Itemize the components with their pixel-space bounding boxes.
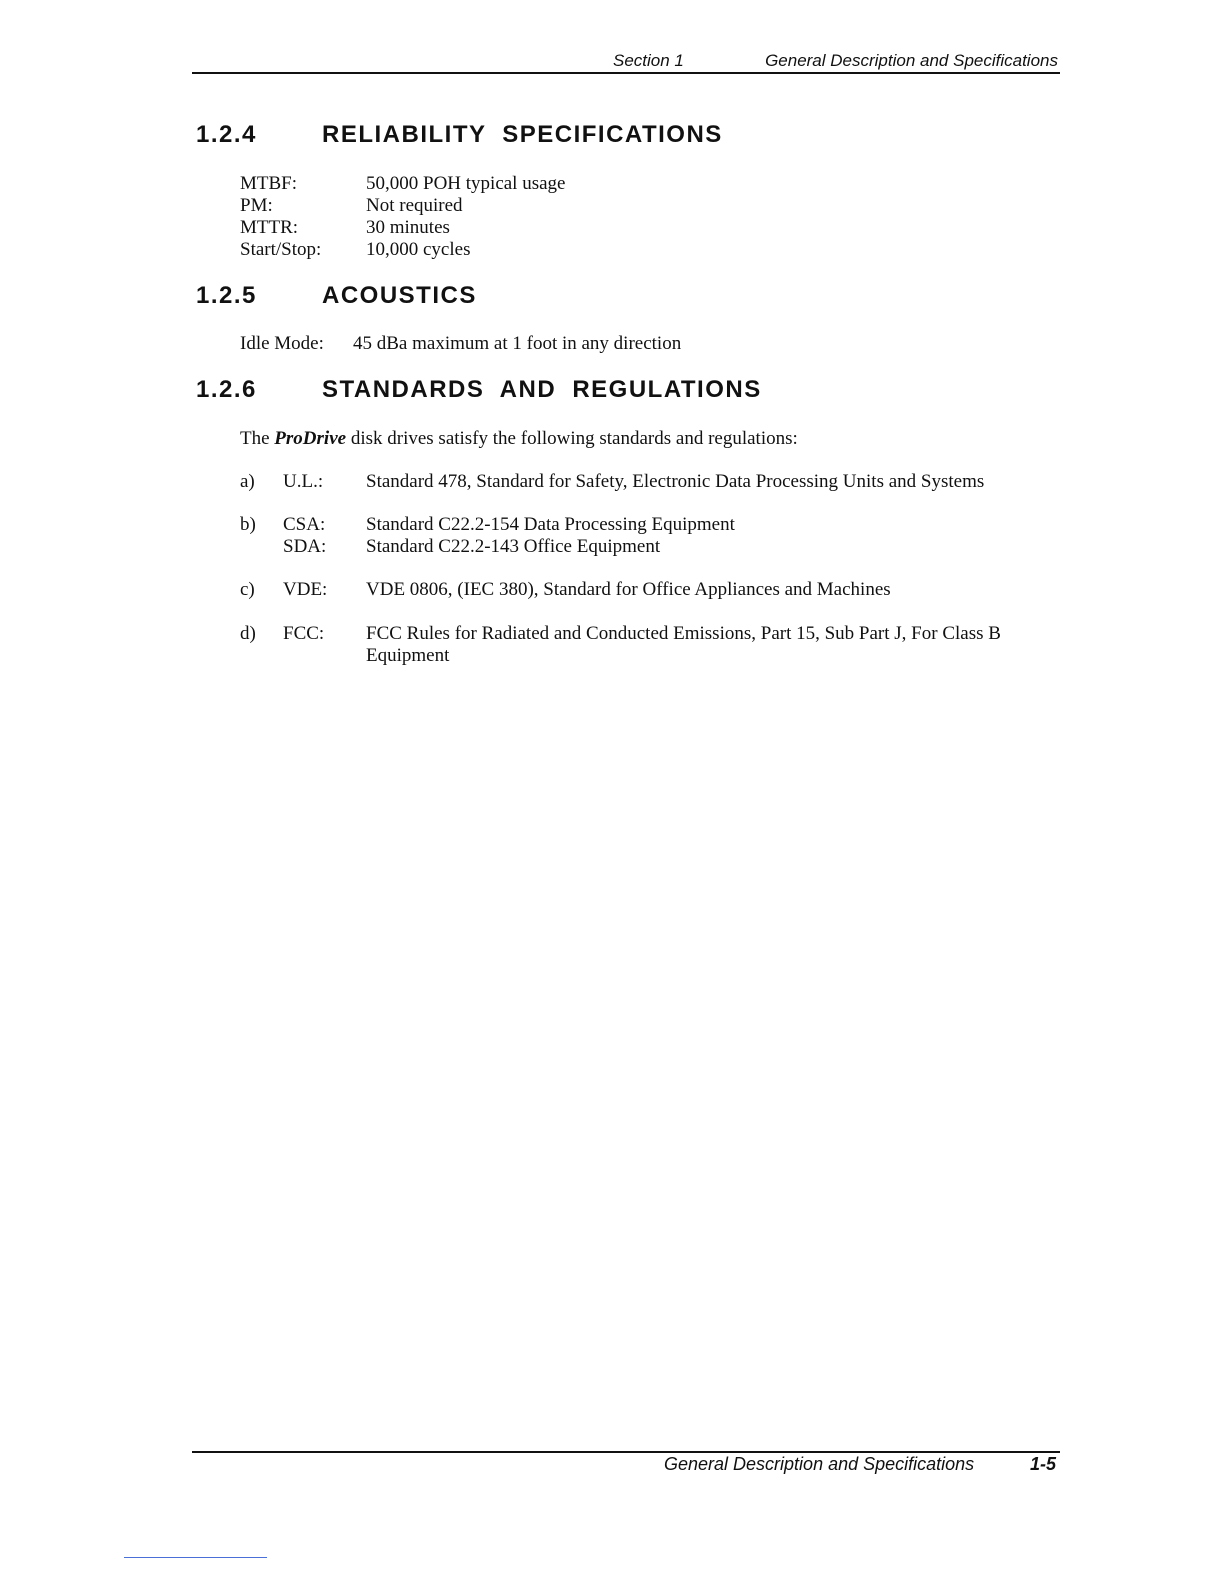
- section-title: ACOUSTICS: [322, 282, 477, 309]
- spec-label: PM:: [240, 195, 273, 216]
- header-document-title: General Description and Specifications: [765, 51, 1058, 70]
- acoustics-value: 45 dBa maximum at 1 foot in any direction: [353, 333, 682, 354]
- item-description: Standard 478, Standard for Safety, Electronic Data Processing Units and Systems: [366, 471, 985, 492]
- section-title: RELIABILITY SPECIFICATIONS: [322, 121, 723, 148]
- item-code: U.L.:: [283, 471, 324, 492]
- section-number: 1.2.6: [196, 376, 257, 403]
- running-footer: [192, 1451, 1060, 1483]
- item-letter: d): [240, 623, 256, 644]
- item-letter: c): [240, 579, 255, 600]
- item-description: Standard C22.2-154 Data Processing Equipment: [366, 514, 735, 535]
- item-letter: a): [240, 471, 255, 492]
- standards-intro: [240, 428, 798, 450]
- scan-edge-line: [124, 1557, 267, 1558]
- footer-document-title: General Description and Specifications: [664, 1454, 975, 1474]
- acoustics-label: Idle Mode:: [240, 333, 324, 354]
- item-description: Standard C22.2-143 Office Equipment: [366, 536, 661, 557]
- running-header: [192, 50, 1060, 74]
- header-section-label: Section 1: [613, 51, 684, 70]
- page-number: 1-5: [1029, 1454, 1056, 1474]
- item-description: FCC Rules for Radiated and Conducted Emissions, Part 15, Sub Part J, For Class B: [366, 623, 1001, 644]
- item-letter: b): [240, 514, 256, 535]
- intro-suffix: disk drives satisfy the following standards and regulations:: [346, 428, 798, 449]
- item-code: SDA:: [283, 536, 327, 557]
- spec-label: Start/Stop:: [240, 239, 322, 260]
- item-code: VDE:: [283, 579, 328, 600]
- product-name: ProDrive: [274, 428, 347, 449]
- spec-value: Not required: [366, 195, 463, 216]
- item-code: FCC:: [283, 623, 325, 644]
- item-code: CSA:: [283, 514, 326, 535]
- item-description: VDE 0806, (IEC 380), Standard for Office Appliances and Machines: [366, 579, 891, 600]
- spec-value: 30 minutes: [366, 217, 450, 238]
- section-number: 1.2.5: [196, 282, 257, 309]
- section-title: STANDARDS AND REGULATIONS: [322, 376, 762, 403]
- spec-value: 10,000 cycles: [366, 239, 471, 260]
- spec-label: MTTR:: [240, 217, 299, 238]
- section-number: 1.2.4: [196, 121, 257, 148]
- spec-value: 50,000 POH typical usage: [366, 173, 566, 194]
- item-description: Equipment: [366, 645, 450, 666]
- spec-label: MTBF:: [240, 173, 298, 194]
- intro-prefix: The: [240, 428, 275, 449]
